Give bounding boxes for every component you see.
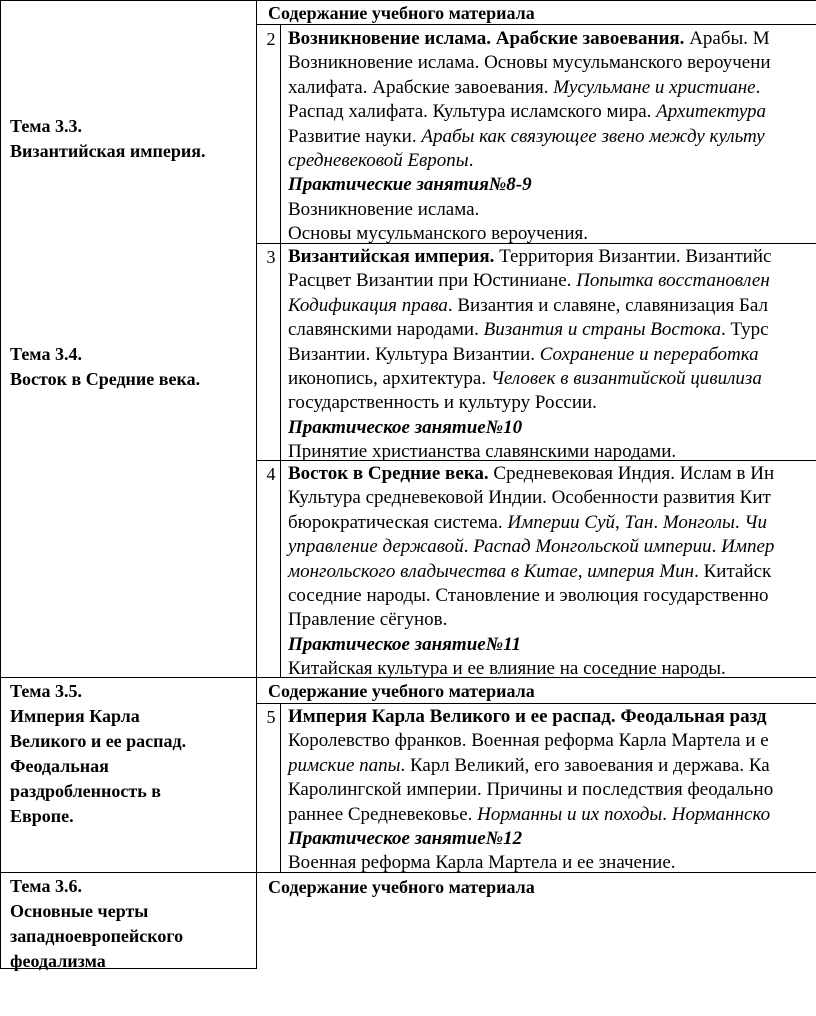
- topic-title-line: раздробленность в: [10, 781, 161, 801]
- topic-title-line: Великого и ее распад.: [10, 731, 187, 751]
- lesson-content: [288, 705, 773, 876]
- topic-title-line: Европе.: [10, 806, 74, 826]
- practice-title: Практическое занятие№10: [288, 416, 523, 438]
- content-line: Возникновение ислама. Основы мусульманского вероучени: [288, 52, 771, 74]
- content-line: Распад халифата. Культура исламского мира. Архитектура: [288, 101, 767, 123]
- row-divider: [256, 703, 816, 704]
- topic-title-line: Феодальная: [10, 756, 109, 776]
- practice-line: Возникновение ислама.: [288, 198, 480, 220]
- content-header: Содержание учебного материала: [268, 681, 535, 701]
- content-line: Кодификация права. Византия и славяне, славянизация Бал: [288, 294, 768, 316]
- practice-line: Основы мусульманского вероучения.: [288, 223, 588, 245]
- content-line: средневековой Европы.: [288, 149, 474, 171]
- practice-title: Практические занятия№8-9: [288, 174, 532, 196]
- lesson-content: [288, 245, 771, 465]
- content-line: Восток в Средние века. Средневековая Индия. Ислам в Ин: [288, 463, 775, 484]
- topic-title-line: западноевропейского: [10, 926, 184, 946]
- practice-line: Принятие христианства славянскими народами.: [288, 441, 677, 463]
- lesson-number: 3: [266, 247, 276, 267]
- practice-line: Китайская культура и ее влияние на соседние народы.: [288, 658, 726, 680]
- row-divider: [256, 24, 816, 25]
- content-line: соседние народы. Становление и эволюция государственно: [288, 584, 769, 606]
- lesson-number: 4: [266, 464, 276, 484]
- content-line: государственность и культуру России.: [288, 392, 597, 414]
- topic-number: Тема 3.6.: [10, 876, 82, 896]
- content-line: римские папы. Карл Великий, его завоевания и держава. Ка: [288, 754, 770, 776]
- practice-title: Практическое занятие№12: [288, 827, 523, 849]
- content-line: иконопись, архитектура. Человек в византийской цивилиза: [288, 367, 762, 389]
- content-line: славянскими народами. Византия и страны Востока. Турс: [288, 319, 769, 341]
- content-header: Содержание учебного материала: [268, 3, 535, 23]
- topic-title-line: феодализма: [10, 951, 106, 971]
- lesson-content: [288, 462, 774, 682]
- topic-title-line: Основные черты: [10, 901, 149, 921]
- content-line: раннее Средневековье. Норманны и их походы. Норманнско: [288, 803, 771, 825]
- content-line: Византии. Культура Византии. Сохранение и переработка: [288, 343, 759, 365]
- content-line: Развитие науки. Арабы как связующее звено между культу: [288, 125, 765, 147]
- topic-title-line: Империя Карла: [10, 706, 140, 726]
- lesson-number: 2: [266, 29, 276, 49]
- content-line: Каролингской империи. Причины и последствия феодально: [288, 779, 774, 801]
- content-line: Византийская империя. Территория Византии. Византийс: [288, 246, 772, 267]
- content-line: Возникновение ислама. Арабские завоевания. Арабы. М: [288, 28, 770, 49]
- topic-3-4: [10, 342, 250, 392]
- content-line: Культура средневековой Индии. Особенности развития Кит: [288, 487, 771, 509]
- content-line: халифата. Арабские завоевания. Мусульмане и христиане.: [288, 76, 761, 98]
- practice-line: Военная реформа Карла Мартела и ее значение.: [288, 852, 676, 874]
- content-line: Расцвет Византии при Юстиниане. Попытка восстановлен: [288, 270, 770, 292]
- content-line: Империя Карла Великого и ее распад. Феодальная разд: [288, 706, 767, 727]
- column-divider: [256, 0, 257, 969]
- table-border-left: [0, 0, 1, 969]
- table-border-top: [0, 0, 816, 1]
- content-line: Королевство франков. Военная реформа Карла Мартела и е: [288, 730, 769, 752]
- practice-title: Практическое занятие№11: [288, 633, 522, 655]
- content-line: управление державой. Распад Монгольской империи. Импер: [288, 536, 775, 558]
- topic-number: Тема 3.5.: [10, 681, 82, 701]
- number-column-divider: [280, 24, 281, 678]
- lesson-content: [288, 27, 771, 247]
- number-column-divider: [280, 703, 281, 873]
- topic-title: Восток в Средние века.: [10, 369, 201, 389]
- topic-number: Тема 3.4.: [10, 344, 82, 364]
- content-header: Содержание учебного материала: [268, 877, 535, 897]
- topic-number: Тема 3.3.: [10, 116, 82, 136]
- content-line: монгольского владычества в Китае, империя Мин. Китайск: [288, 560, 772, 582]
- topic-3-5: [10, 679, 250, 829]
- content-line: Правление сёгунов.: [288, 609, 448, 631]
- topic-3-3: [10, 114, 250, 164]
- topic-title: Византийская империя.: [10, 141, 206, 161]
- content-line: бюрократическая система. Империи Суй, Тан. Монголы. Чи: [288, 511, 767, 533]
- lesson-number: 5: [266, 707, 276, 727]
- topic-3-6: [10, 874, 250, 974]
